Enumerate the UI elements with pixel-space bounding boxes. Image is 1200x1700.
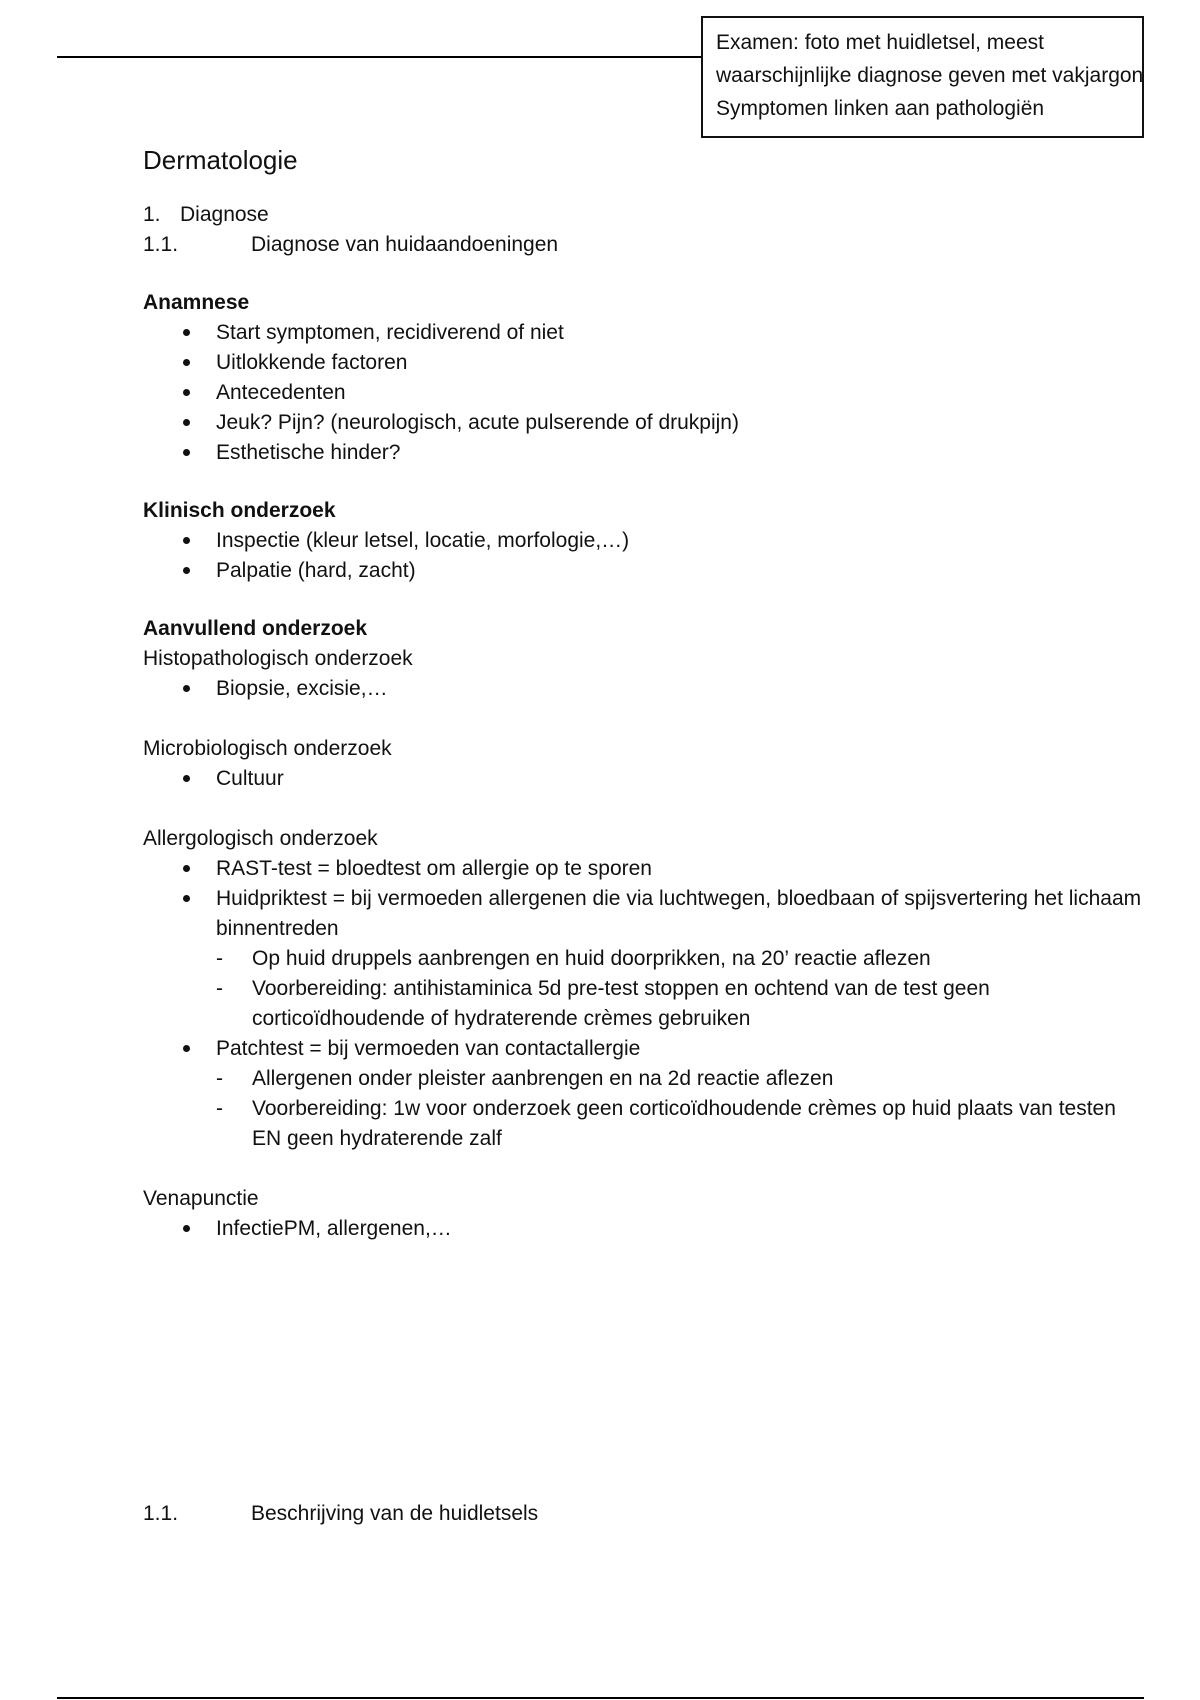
anamnese-list bbox=[143, 318, 1143, 468]
anamnese-heading: Anamnese bbox=[143, 291, 250, 314]
header-rule bbox=[57, 56, 702, 58]
vena-list bbox=[143, 1214, 1143, 1244]
list-item: Cultuur bbox=[143, 764, 1143, 794]
list-item bbox=[143, 854, 1143, 884]
klinisch-list bbox=[143, 526, 1143, 586]
list-item: Biopsie, excisie,… bbox=[143, 674, 1143, 704]
huidpriktest-text: Huidpriktest = bij vermoeden allergenen die via luchtwegen, bloedbaan of spijsvertering het lichaam binnentreden bbox=[216, 887, 1142, 940]
sub-list-item: - Voorbereiding: antihistaminica 5d pre-test stoppen en ochtend van de test geen corticoïdhoudende of hydraterende crèmes gebruiken bbox=[216, 974, 1143, 1034]
vena-subheading: Venapunctie bbox=[143, 1187, 259, 1210]
rast-text: RAST-test = bloedtest om allergie op te sporen bbox=[216, 857, 652, 880]
patchtest-text: Patchtest = bij vermoeden van contactallergie bbox=[216, 1037, 641, 1060]
section-label: Diagnose bbox=[180, 203, 269, 226]
allergo-subheading: Allergologisch onderzoek bbox=[143, 827, 378, 850]
sub-list-item: - Op huid druppels aanbrengen en huid doorprikken, na 20’ reactie aflezen bbox=[216, 944, 1143, 974]
list-item: Antecedenten bbox=[143, 378, 1143, 408]
list-item bbox=[143, 884, 1143, 1034]
section-number: 1.1. bbox=[143, 233, 179, 256]
page-title: Dermatologie bbox=[143, 145, 298, 175]
list-item: Inspectie (kleur letsel, locatie, morfologie,…) bbox=[143, 526, 1143, 556]
note-line: Symptomen linken aan pathologiën bbox=[716, 97, 1045, 120]
blank-space bbox=[143, 1244, 1143, 1499]
patchtest-sublist bbox=[216, 1064, 1143, 1154]
list-item: InfectiePM, allergenen,… bbox=[143, 1214, 1143, 1244]
micro-subheading: Microbiologisch onderzoek bbox=[143, 737, 392, 760]
sub-list-item: - Allergenen onder pleister aanbrengen en na 2d reactie aflezen bbox=[216, 1064, 1143, 1094]
list-item: Uitlokkende factoren bbox=[143, 348, 1143, 378]
list-item: Palpatie (hard, zacht) bbox=[143, 556, 1143, 586]
klinisch-heading: Klinisch onderzoek bbox=[143, 499, 336, 522]
aanvullend-heading: Aanvullend onderzoek bbox=[143, 617, 368, 640]
section-label: Beschrijving van de huidletsels bbox=[251, 1502, 539, 1525]
micro-list bbox=[143, 764, 1143, 794]
allergo-list bbox=[143, 854, 1143, 1154]
list-item bbox=[143, 1034, 1143, 1154]
list-item: Esthetische hinder? bbox=[143, 438, 1143, 468]
section-label: Diagnose van huidaandoeningen bbox=[251, 233, 559, 256]
sub-list-item: - Voorbereiding: 1w voor onderzoek geen corticoïdhoudende crèmes op huid plaats van testen EN geen hydraterende zalf bbox=[216, 1094, 1143, 1154]
histo-list bbox=[143, 674, 1143, 704]
exam-note-box bbox=[701, 16, 1144, 138]
document-body bbox=[143, 142, 1143, 1529]
section-heading-1-1-beschrijving bbox=[143, 1499, 1143, 1529]
huidpriktest-sublist bbox=[216, 944, 1143, 1034]
section-heading-1-1 bbox=[143, 230, 1143, 260]
list-item: Jeuk? Pijn? (neurologisch, acute pulserende of drukpijn) bbox=[143, 408, 1143, 438]
histo-subheading: Histopathologisch onderzoek bbox=[143, 647, 413, 670]
list-item: Start symptomen, recidiverend of niet bbox=[143, 318, 1143, 348]
note-line: waarschijnlijke diagnose geven met vakjargon bbox=[716, 64, 1144, 87]
section-number: 1.1. bbox=[143, 1502, 179, 1525]
note-line: Examen: foto met huidletsel, meest bbox=[716, 31, 1044, 54]
footer-rule bbox=[57, 1697, 1144, 1699]
section-number: 1. bbox=[143, 203, 161, 226]
section-heading-1 bbox=[143, 200, 1143, 230]
